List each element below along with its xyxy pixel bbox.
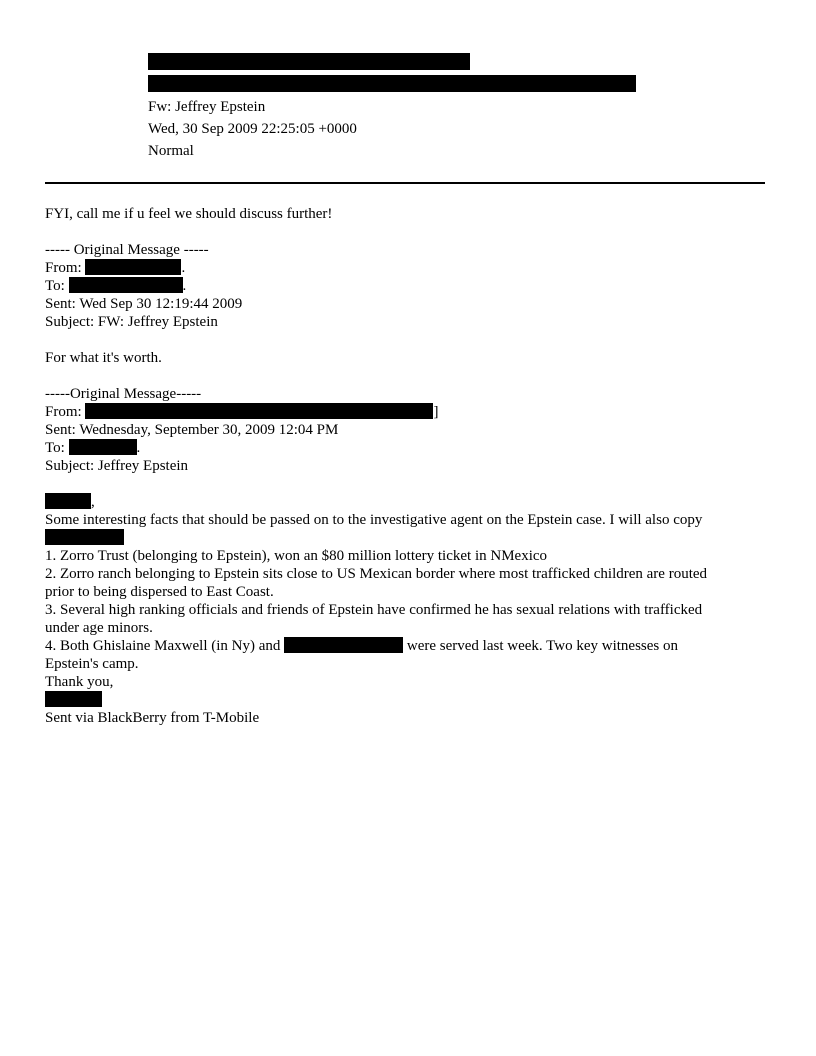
orig1-from-redaction bbox=[85, 259, 181, 275]
orig1-from-line bbox=[45, 259, 765, 277]
orig2-subject-line: Subject: Jeffrey Epstein bbox=[45, 458, 189, 474]
copy-recipient-line bbox=[45, 529, 765, 547]
item-1: 1. Zorro Trust (belonging to Epstein), won an $80 million lottery ticket in NMexico bbox=[45, 548, 548, 564]
orig2-from-redaction bbox=[85, 403, 433, 419]
orig2-from-suffix: ] bbox=[433, 404, 439, 420]
item-3-line-2: under age minors. bbox=[45, 620, 153, 636]
signature-redaction bbox=[45, 691, 102, 707]
header-divider bbox=[45, 182, 765, 184]
item-3-line-1: 3. Several high ranking officials and friends of Epstein have confirmed he has sexual relations with trafficked bbox=[45, 602, 703, 618]
orig2-to-label: To: bbox=[45, 440, 65, 456]
orig1-from-suffix: . bbox=[181, 260, 186, 276]
email-body bbox=[45, 205, 765, 727]
orig1-to-label: To: bbox=[45, 278, 65, 294]
blackberry-signature: Sent via BlackBerry from T-Mobile bbox=[45, 710, 260, 726]
item-4-suffix: were served last week. Two key witnesses on bbox=[406, 638, 678, 654]
intro-line: FYI, call me if u feel we should discuss further! bbox=[45, 206, 333, 222]
greeting-suffix: , bbox=[91, 494, 95, 510]
date-value: Wed, 30 Sep 2009 22:25:05 +0000 bbox=[148, 121, 357, 137]
orig1-from-label: From: bbox=[45, 260, 82, 276]
item-4-line-1 bbox=[45, 637, 765, 655]
from-redaction bbox=[148, 53, 470, 73]
orig2-from-label: From: bbox=[45, 404, 82, 420]
subject-value: Fw: Jeffrey Epstein bbox=[148, 99, 266, 115]
importance-value: Normal bbox=[148, 143, 194, 159]
paragraph-line: Some interesting facts that should be passed on to the investigative agent on the Epstein case. I will also copy bbox=[45, 512, 703, 528]
orig2-to-redaction bbox=[69, 439, 137, 455]
orig2-to-suffix: . bbox=[136, 440, 141, 456]
orig1-to-suffix: . bbox=[182, 278, 187, 294]
orig2-sent-line: Sent: Wednesday, September 30, 2009 12:04 PM bbox=[45, 422, 339, 438]
copy-recipient-redaction bbox=[45, 529, 124, 545]
item-4-prefix: 4. Both Ghislaine Maxwell (in Ny) and bbox=[45, 638, 281, 654]
orig1-sent-line: Sent: Wed Sep 30 12:19:44 2009 bbox=[45, 296, 243, 312]
note-line: For what it's worth. bbox=[45, 350, 162, 366]
item-2-line-1: 2. Zorro ranch belonging to Epstein sits close to US Mexican border where most trafficked children are routed bbox=[45, 566, 708, 582]
orig1-to-redaction bbox=[69, 277, 183, 293]
item-4-line-2: Epstein's camp. bbox=[45, 656, 139, 672]
greeting-redaction bbox=[45, 493, 91, 509]
item-4-redaction bbox=[284, 637, 403, 653]
orig1-subject-line: Subject: FW: Jeffrey Epstein bbox=[45, 314, 218, 330]
orig2-from-line bbox=[45, 403, 765, 421]
to-redaction bbox=[148, 75, 636, 95]
closing-line: Thank you, bbox=[45, 674, 114, 690]
signature-name-line bbox=[45, 691, 765, 709]
original-message-divider: ----- Original Message ----- bbox=[45, 242, 209, 258]
orig2-to-line bbox=[45, 439, 765, 457]
orig1-to-line bbox=[45, 277, 765, 295]
greeting-line bbox=[45, 493, 765, 511]
item-2-line-2: prior to being dispersed to East Coast. bbox=[45, 584, 274, 600]
original-message-divider-2: -----Original Message----- bbox=[45, 386, 202, 402]
